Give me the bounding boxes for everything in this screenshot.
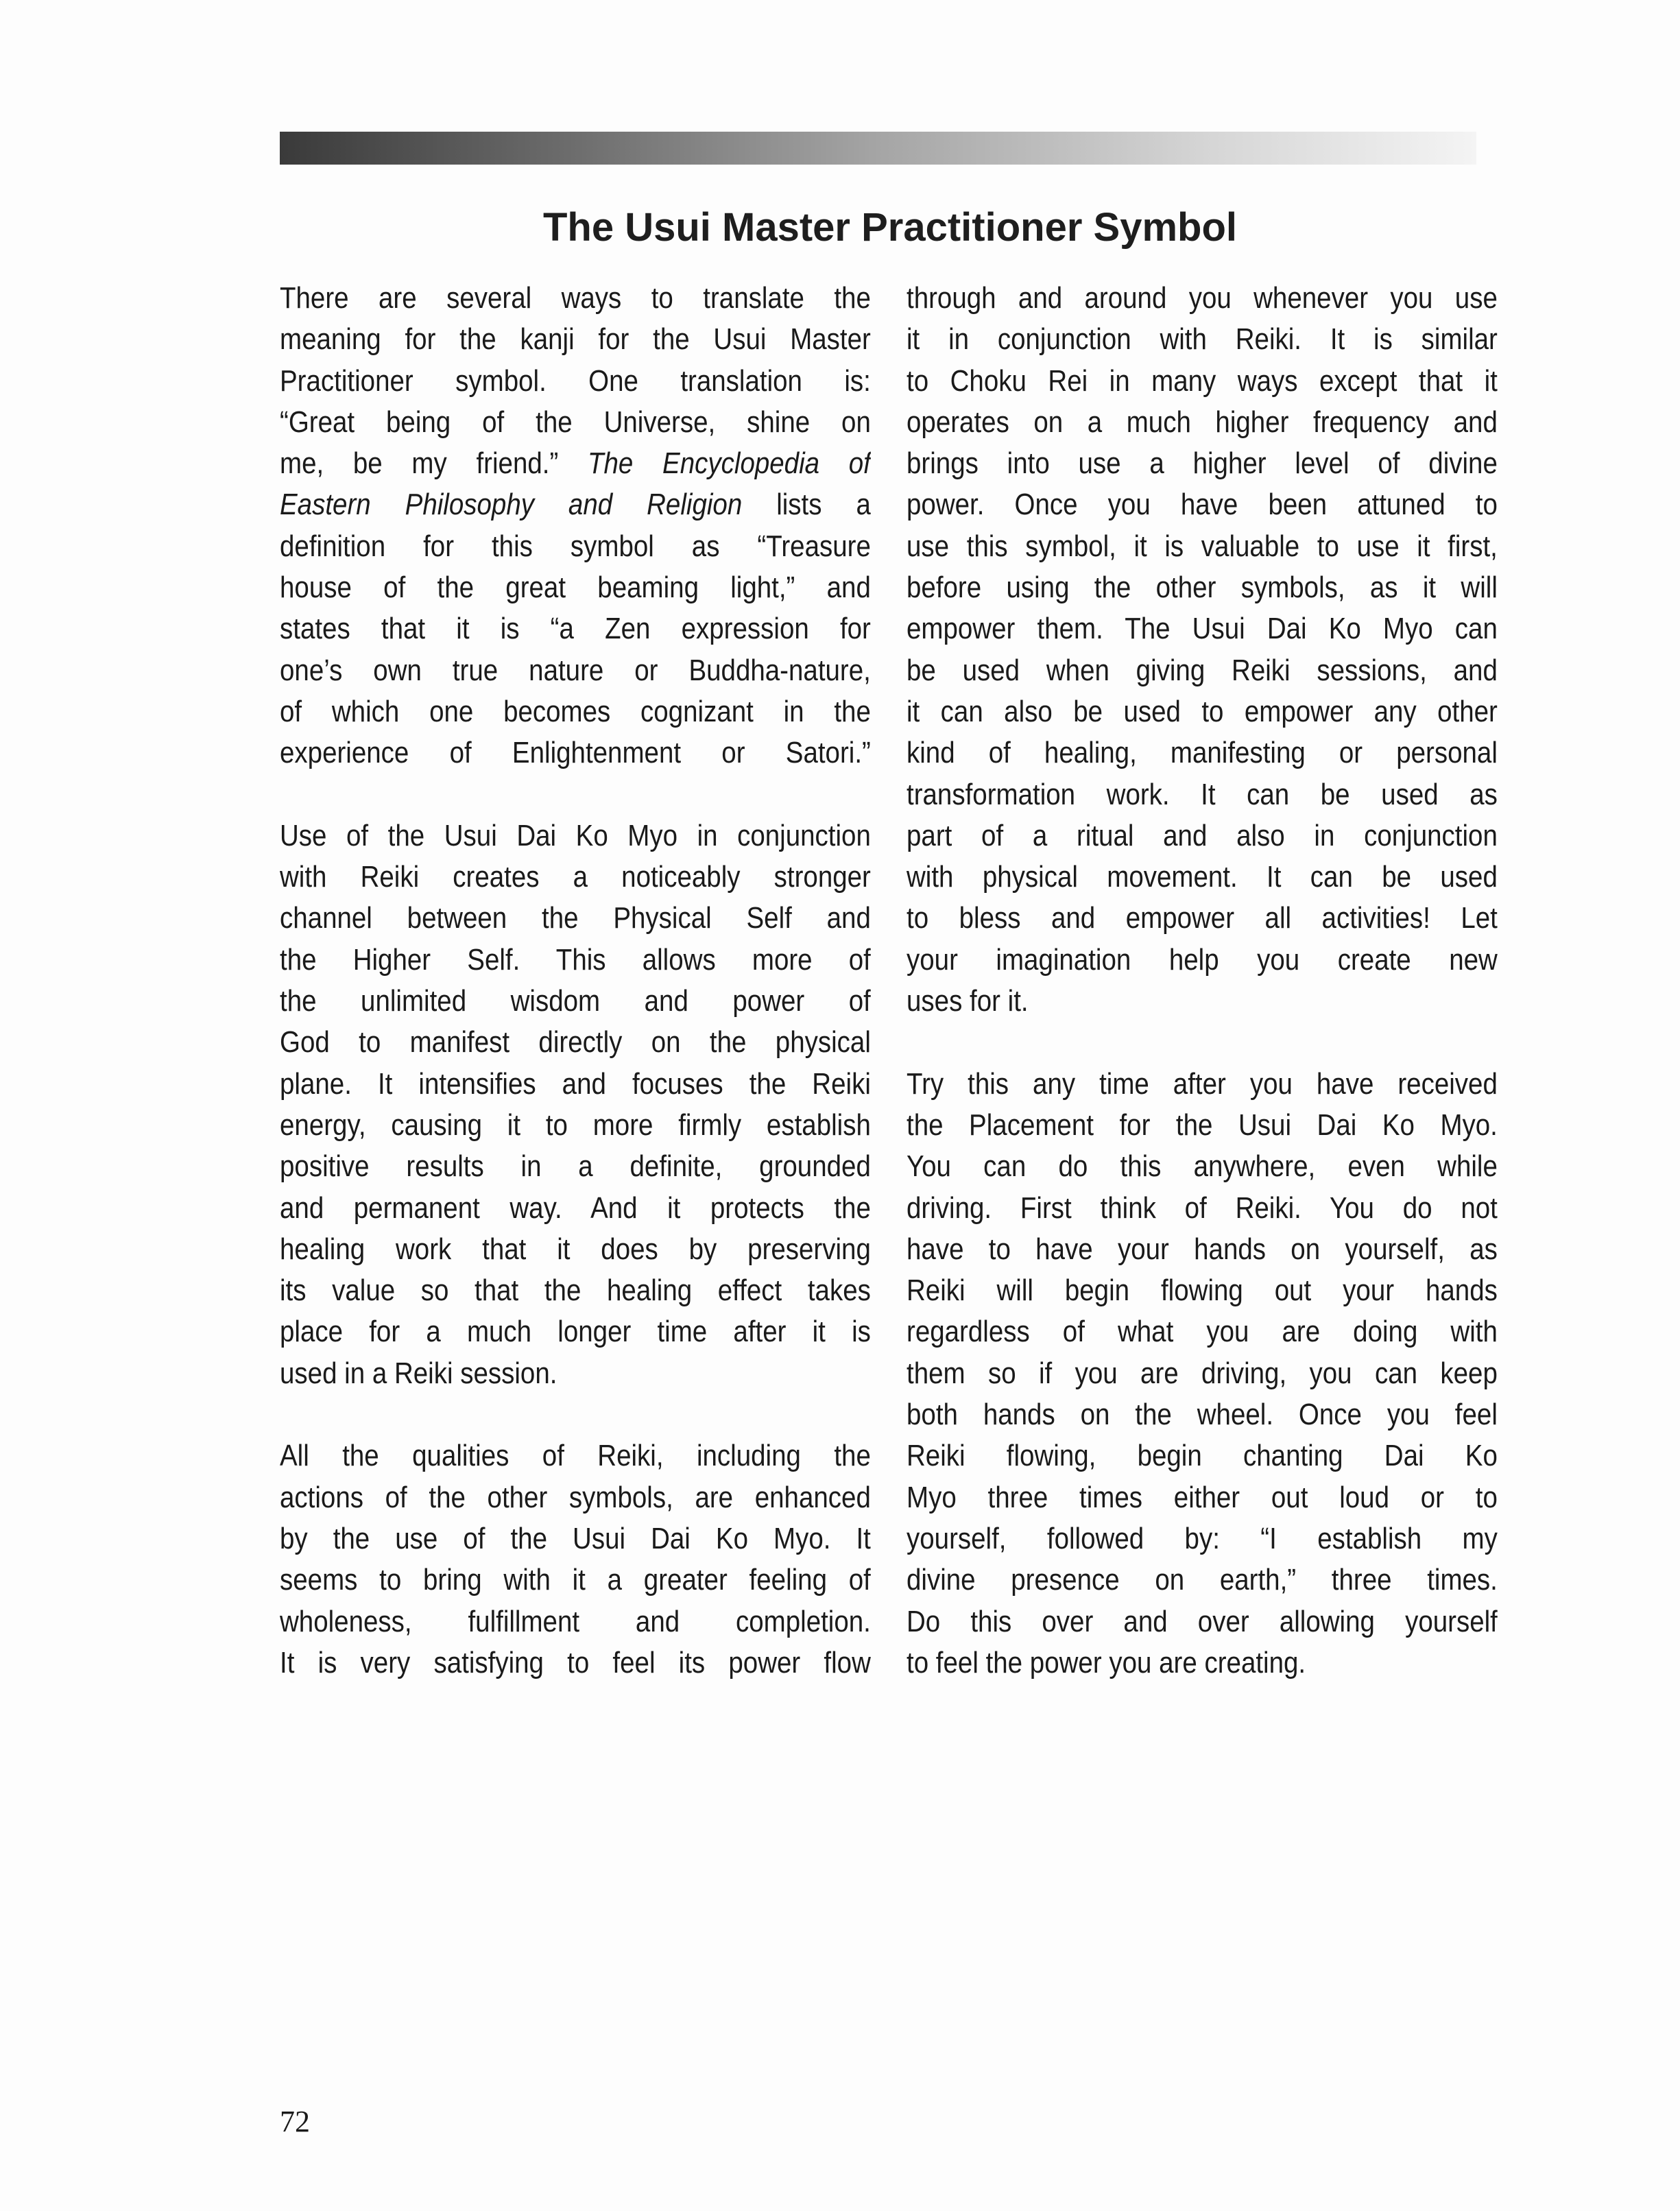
text-line: Myo three times either out loud or to: [907, 1480, 1498, 1514]
text-line: Reiki will begin flowing out your hands: [907, 1274, 1498, 1308]
text-line: All the qualities of Reiki, including the: [280, 1439, 871, 1473]
text-line: God to manifest directly on the physical: [280, 1025, 871, 1060]
text-line: to bless and empower all activities! Let: [907, 901, 1498, 935]
text-line: be used when giving Reiki sessions, and: [907, 653, 1498, 687]
text-line: the unlimited wisdom and power of: [280, 984, 871, 1018]
text-line: brings into use a higher level of divine: [907, 446, 1498, 481]
text-line: kind of healing, manifesting or personal: [907, 736, 1498, 770]
text-line: its value so that the healing effect takes: [280, 1274, 871, 1308]
text-line: to feel the power you are creating.: [907, 1645, 1306, 1680]
paragraph: [280, 1435, 871, 1684]
text-line: of which one becomes cognizant in the: [280, 694, 871, 728]
text-line: operates on a much higher frequency and: [907, 405, 1498, 439]
text-line: energy, causing it to more firmly establish: [280, 1108, 871, 1142]
text-line: it can also be used to empower any other: [907, 694, 1498, 728]
italic-title: Eastern Philosophy and Religion: [280, 488, 743, 522]
text-line: It is very satisfying to feel its power flow: [280, 1645, 871, 1680]
text-line: yourself, followed by: “I establish my: [907, 1521, 1498, 1555]
text-line: Do this over and over allowing yourself: [907, 1604, 1498, 1638]
text-line: to Choku Rei in many ways except that it: [907, 363, 1498, 398]
text-segment: me, be my friend.”: [280, 446, 588, 481]
paragraph-gap: [280, 774, 871, 815]
text-line: them so if you are driving, you can keep: [907, 1356, 1498, 1390]
text-line: and permanent way. And it protects the: [280, 1191, 871, 1225]
text-line: used in a Reiki session.: [280, 1356, 557, 1390]
text-line: house of the great beaming light,” and: [280, 571, 871, 605]
left-column: [280, 278, 871, 1684]
italic-title: The Encyclopedia of: [587, 446, 871, 481]
text-line: regardless of what you are doing with: [907, 1315, 1498, 1349]
text-line: the Placement for the Usui Dai Ko Myo.: [907, 1108, 1498, 1142]
paragraph: [280, 815, 871, 1394]
text-line: channel between the Physical Self and: [280, 901, 871, 935]
right-column: [907, 278, 1498, 1684]
paragraph: [280, 278, 871, 774]
text-line: healing work that it does by preserving: [280, 1232, 871, 1266]
text-line: transformation work. It can be used as: [907, 777, 1498, 811]
text-line: through and around you whenever you use: [907, 281, 1498, 315]
text-line: by the use of the Usui Dai Ko Myo. It: [280, 1521, 871, 1555]
paragraph: [907, 278, 1498, 1022]
text-line: with physical movement. It can be used: [907, 860, 1498, 894]
header-bar: [280, 132, 1476, 165]
text-line: one’s own true nature or Buddha-nature,: [280, 653, 871, 687]
text-line: wholeness, fulfillment and completion.: [280, 1604, 871, 1638]
text-line: both hands on the wheel. Once you feel: [907, 1398, 1498, 1432]
text-line: use this symbol, it is valuable to use it first,: [907, 529, 1498, 563]
text-line: place for a much longer time after it is: [280, 1315, 871, 1349]
text-line: You can do this anywhere, even while: [907, 1149, 1498, 1184]
text-line: There are several ways to translate the: [280, 281, 871, 315]
text-line: definition for this symbol as “Treasure: [280, 529, 871, 563]
text-line: it in conjunction with Reiki. It is similar: [907, 322, 1498, 357]
paragraph-gap: [280, 1394, 871, 1435]
text-line: actions of the other symbols, are enhanced: [280, 1480, 871, 1514]
text-line: experience of Enlightenment or Satori.”: [280, 736, 871, 770]
page-title: The Usui Master Practitioner Symbol: [542, 205, 1238, 250]
text-line: have to have your hands on yourself, as: [907, 1232, 1498, 1266]
page-number: 72: [280, 2105, 310, 2138]
text-line: uses for it.: [907, 984, 1029, 1018]
text-line: positive results in a definite, grounded: [280, 1149, 871, 1184]
text-line: with Reiki creates a noticeably stronger: [280, 860, 871, 894]
text-line: “Great being of the Universe, shine on: [280, 405, 871, 439]
paragraph: [907, 1064, 1498, 1684]
text-line: plane. It intensifies and focuses the Reiki: [280, 1066, 871, 1101]
text-line: [280, 484, 871, 525]
text-line: seems to bring with it a greater feeling of: [280, 1563, 871, 1597]
paragraph-gap: [907, 1022, 1498, 1063]
text-line: states that it is “a Zen expression for: [280, 612, 871, 646]
text-line: Practitioner symbol. One translation is:: [280, 363, 871, 398]
text-line: your imagination help you create new: [907, 942, 1498, 977]
text-line: driving. First think of Reiki. You do not: [907, 1191, 1498, 1225]
text-line: Reiki flowing, begin chanting Dai Ko: [907, 1439, 1498, 1473]
text-line: Try this any time after you have received: [907, 1066, 1498, 1101]
text-line: part of a ritual and also in conjunction: [907, 818, 1498, 852]
text-segment: lists a: [742, 488, 871, 522]
text-line: divine presence on earth,” three times.: [907, 1563, 1498, 1597]
text-line: meaning for the kanji for the Usui Master: [280, 322, 871, 357]
text-line: empower them. The Usui Dai Ko Myo can: [907, 612, 1498, 646]
text-line: before using the other symbols, as it will: [907, 571, 1498, 605]
text-line: the Higher Self. This allows more of: [280, 942, 871, 977]
text-line: [280, 443, 871, 484]
text-line: power. Once you have been attuned to: [907, 488, 1498, 522]
text-line: Use of the Usui Dai Ko Myo in conjunction: [280, 818, 871, 852]
